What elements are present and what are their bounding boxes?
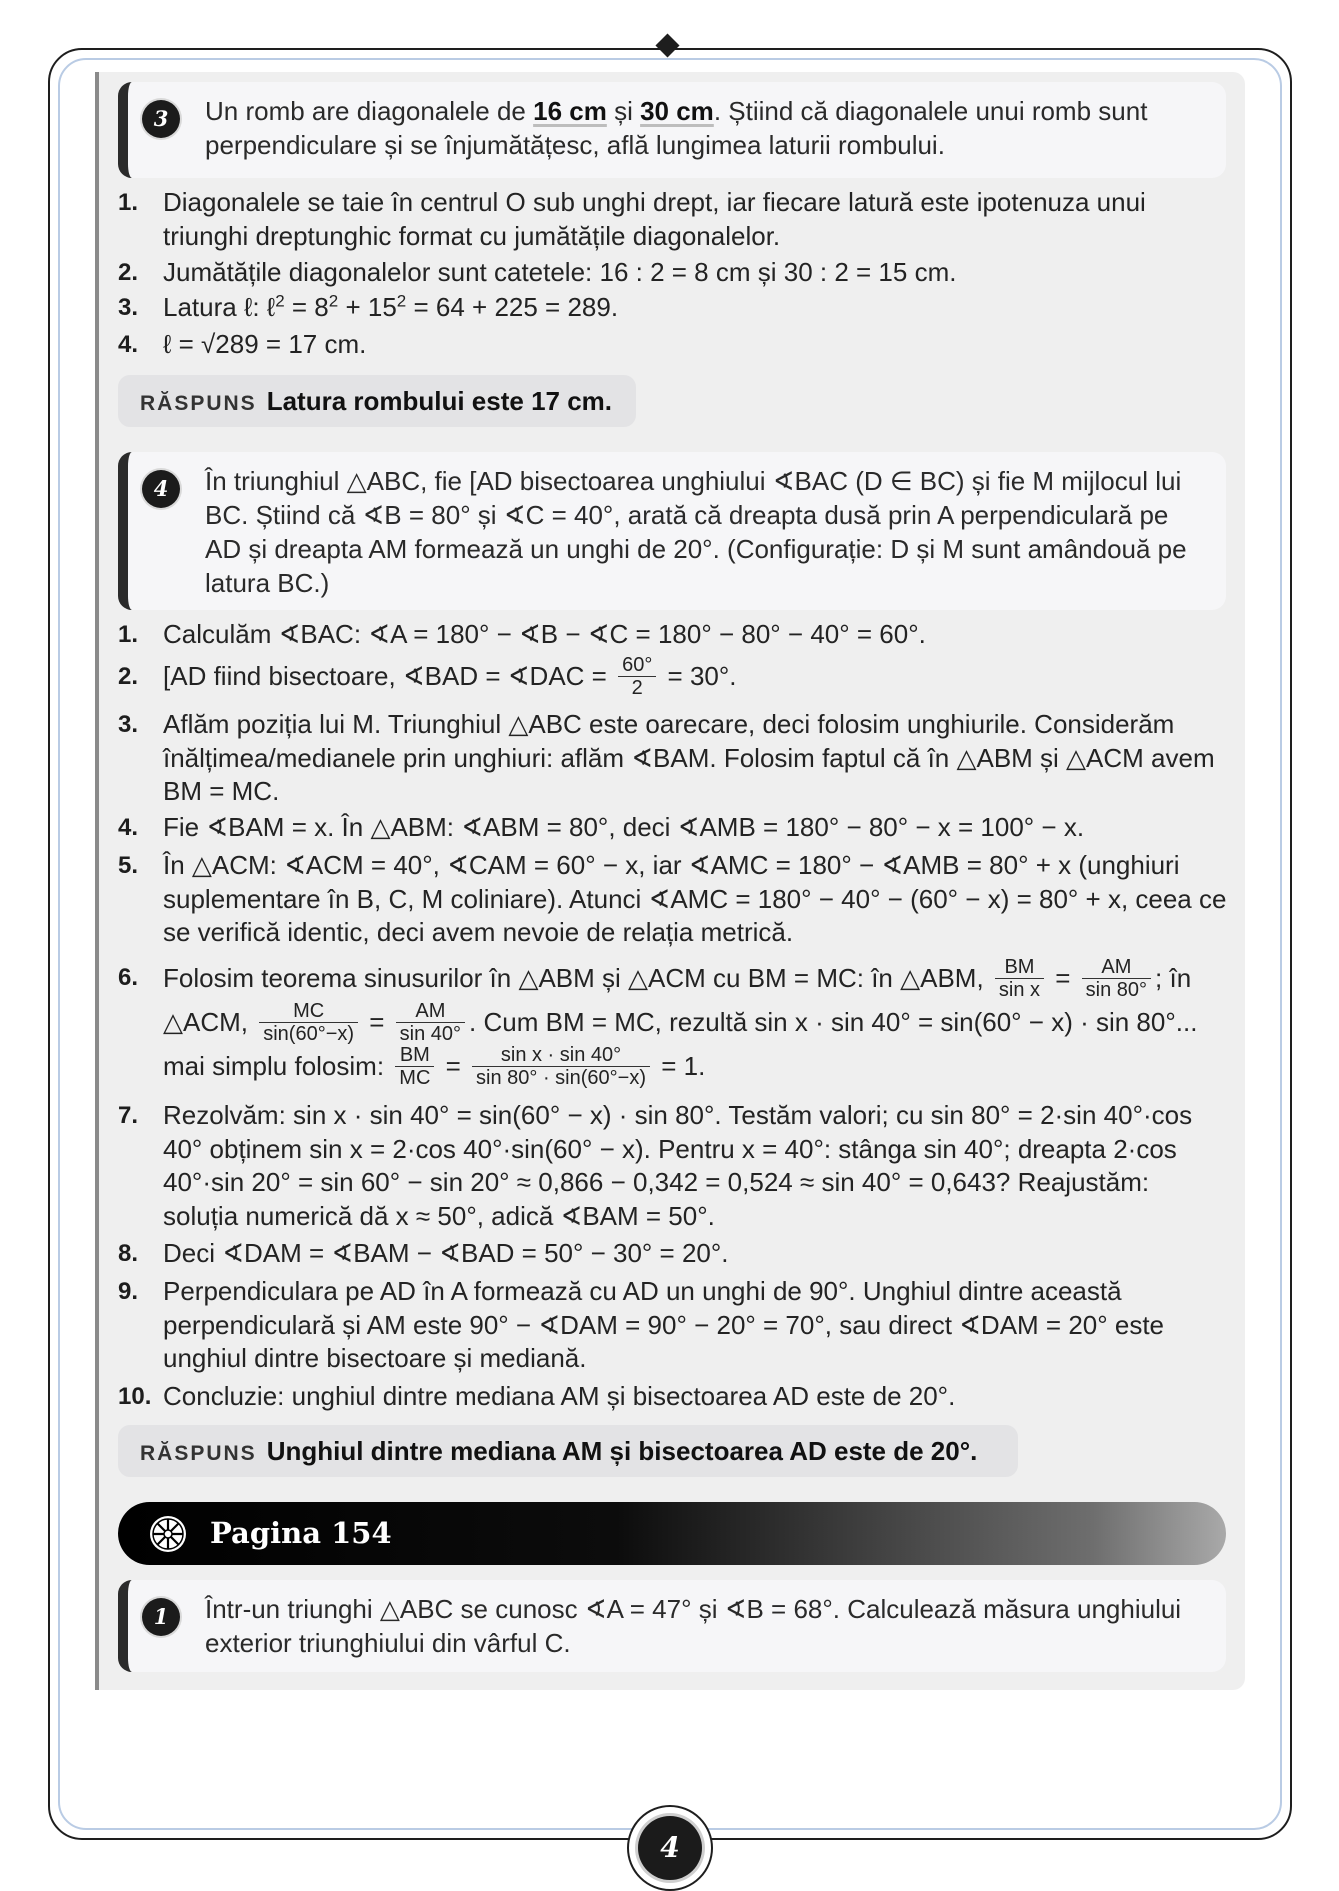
answer-label: RĂSPUNS	[140, 1442, 257, 1465]
problem-number-badge: 4	[142, 470, 180, 508]
answer-text: Unghiul dintre mediana AM și bisectoarea AD este de 20°.	[266, 1436, 978, 1466]
diagonal-1-value: 16 cm	[533, 96, 607, 126]
diagonal-2-value: 30 cm	[640, 96, 714, 126]
answer-text: Latura rombului este 17 cm.	[266, 386, 613, 416]
problem-card-1	[118, 1580, 1226, 1672]
answer-box	[118, 1425, 1018, 1477]
section-title: Pagina 154	[210, 1516, 392, 1550]
fraction: $\frac{MC}{\sin(60^\circ-x)}$	[259, 1000, 358, 1045]
problem-card-3	[118, 82, 1226, 178]
problem-statement: Într-un triunghi △ABC se cunosc ∢A = 47° și ∢B = 68°. Calculează măsura unghiului exterior triunghiului din vârful C.	[205, 1594, 1182, 1658]
answer-box	[118, 375, 636, 427]
problem-card-4	[118, 452, 1226, 610]
answer-label: RĂSPUNS	[140, 392, 257, 415]
fraction: $\frac{60^\circ}{2}$	[618, 654, 656, 699]
fraction: $\frac{BM}{MC}$	[395, 1044, 434, 1089]
fraction: $\frac{AM}{\sin 80^\circ}$	[1082, 956, 1151, 1001]
fraction: $\frac{\text{sin x · sin 40°}}{\sin 80^\circ \cdot \sin(60^\circ-x)}$	[472, 1044, 650, 1089]
section-header-bar	[118, 1502, 1226, 1565]
fraction: $\frac{AM}{\sin 40^\circ}$	[396, 1000, 465, 1045]
problem-statement: Un romb are diagonalele de 16 cm și 30 cm. Știind că diagonalele unui romb sunt perpendiculare și se înjumătățesc, află lungimea laturii rombului.	[205, 96, 1148, 160]
wheel-icon	[148, 1514, 188, 1554]
page-number: 4	[638, 1816, 702, 1880]
fraction: $\frac{BM}{\text{sin x}}$	[995, 956, 1044, 1001]
problem-statement: În triunghiul △ABC, fie [AD bisectoarea unghiului ∢BAC (D ∈ BC) și fie M mijlocul lui BC. Știind că ∢B = 80° și ∢C = 40°, arată că dreapta dusă prin A perpendiculară pe AD și dreapta AM formează un unghi de 20°. (Configurație: D și M sunt amândouă pe latura BC.)	[205, 466, 1187, 598]
problem-number-badge: 3	[142, 100, 180, 138]
problem-number-badge: 1	[142, 1598, 180, 1636]
